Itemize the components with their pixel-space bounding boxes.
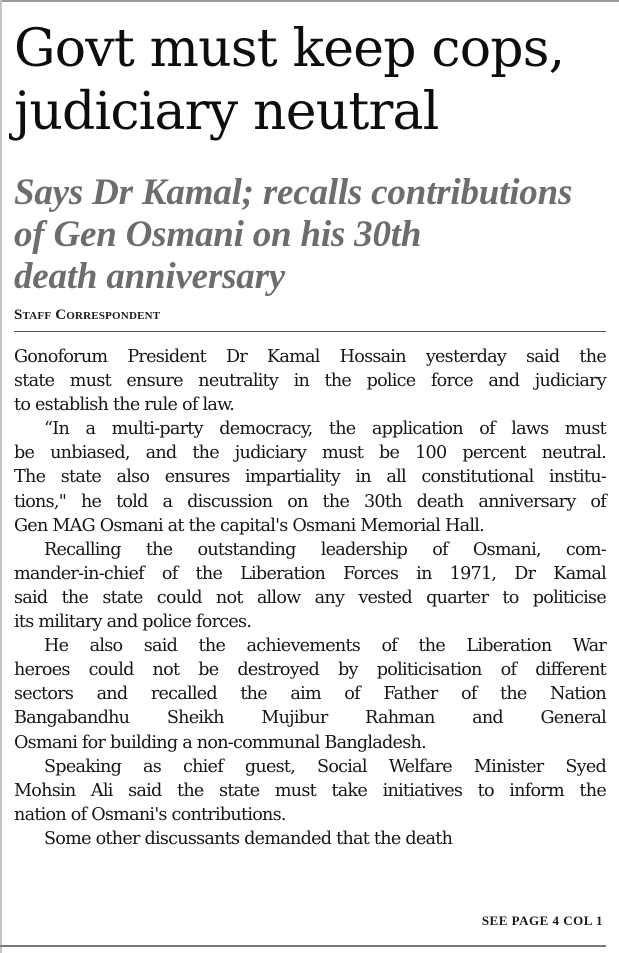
body-line: Recalling the outstanding leadership of Osmani, com- — [44, 539, 606, 560]
body-line: mander-in-chief of the Liberation Forces in 1971, Dr Kamal — [14, 563, 606, 584]
body-line: nation of Osmani's contributions. — [14, 804, 286, 825]
body-line: its military and police forces. — [14, 612, 252, 633]
body-line: He also said the achievements of the Liberation War — [44, 636, 606, 657]
paragraph-5 — [14, 755, 606, 827]
body-line: “In a multi-party democracy, the application of laws must — [44, 419, 606, 440]
headline-line-1: Govt must keep cops, — [14, 19, 565, 79]
body-line: Some other discussants demanded that the death — [44, 828, 453, 849]
body-line: heroes could not be destroyed by politicisation of different — [14, 660, 606, 681]
paragraph-1 — [14, 345, 606, 417]
paragraph-4 — [14, 634, 606, 754]
body-line: Speaking as chief guest, Social Welfare Minister Syed — [44, 756, 606, 777]
byline: Staff Correspondent — [14, 307, 161, 323]
body-line: Gonoforum President Dr Kamal Hossain yesterday said the — [14, 347, 606, 367]
subheadline-line-1: Says Dr Kamal; recalls contributions — [14, 172, 573, 213]
article-body — [14, 345, 606, 851]
body-line: The state also ensures impartiality in all constitutional institu- — [14, 467, 606, 488]
top-border-rule — [0, 0, 619, 2]
bottom-border-rule — [0, 945, 606, 947]
subheadline-line-3: death anniversary — [14, 256, 286, 297]
paragraph-3 — [14, 538, 606, 634]
headline-line-2: judiciary neutral — [14, 82, 439, 142]
byline-divider — [14, 331, 606, 332]
body-line: said the state could not allow any vested quarter to politicise — [14, 587, 606, 608]
continuation-jump-label: SEE PAGE 4 COL 1 — [481, 913, 603, 928]
paragraph-2 — [14, 417, 606, 537]
body-line: to establish the rule of law. — [14, 395, 235, 416]
body-line: be unbiased, and the judiciary must be 100 percent neutral. — [14, 443, 606, 464]
body-line: tions," he told a discussion on the 30th death anniversary of — [14, 491, 606, 512]
body-line: state must ensure neutrality in the police force and judiciary — [14, 371, 606, 392]
paragraph-6 — [14, 827, 606, 851]
body-line: sectors and recalled the aim of Father of the Nation — [14, 684, 606, 705]
body-line: Gen MAG Osmani at the capital's Osmani Memorial Hall. — [14, 515, 484, 536]
body-line: Mohsin Ali said the state must take initiatives to inform the — [14, 780, 606, 801]
left-border-rule — [0, 0, 2, 953]
subheadline-line-2: of Gen Osmani on his 30th — [14, 214, 422, 255]
subheadline — [14, 172, 614, 298]
headline — [14, 18, 614, 144]
body-line: Bangabandhu Sheikh Mujibur Rahman and General — [14, 708, 606, 729]
body-line: Osmani for building a non-communal Bangladesh. — [14, 732, 426, 753]
